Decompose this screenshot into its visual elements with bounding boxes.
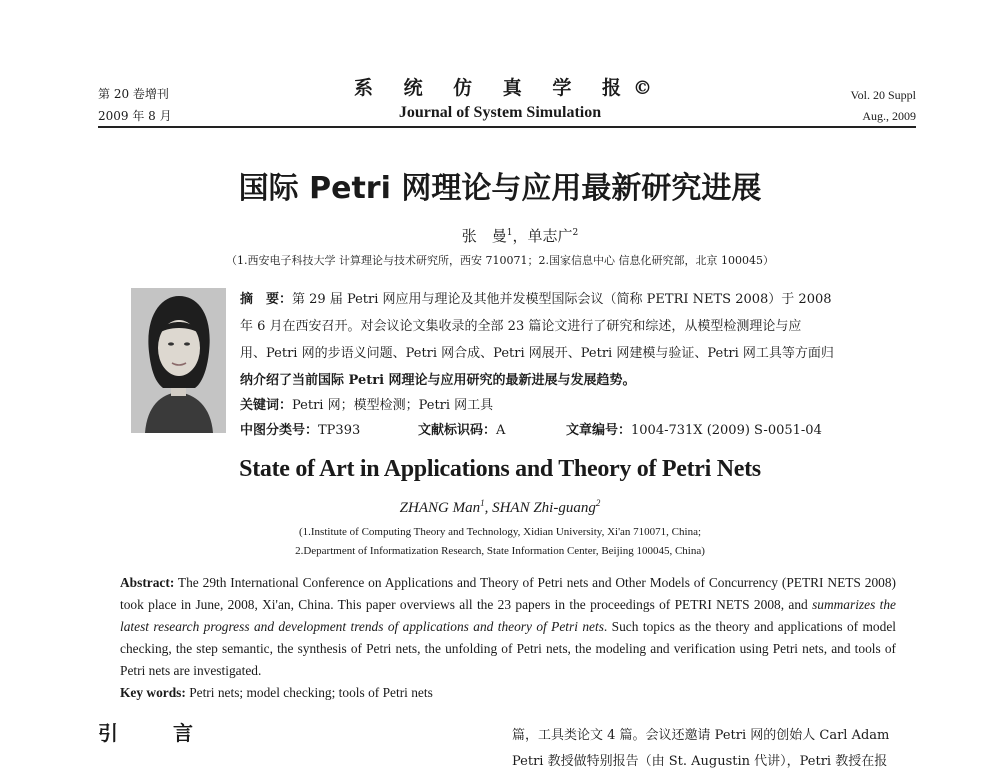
keywords-en-value: Petri nets; model checking; tools of Petri nets xyxy=(185,685,433,700)
author-photo-portrait xyxy=(131,288,226,433)
body-col2-line-2: Petri 教授做特别报告（由 St. Augustin 代讲），Petri 教授在报 xyxy=(512,754,888,769)
authors-en xyxy=(0,500,1000,517)
abstract-en-part-2: . Such topics as the theory and applications of model checking, the step semantic, the synthesis of Petri nets, the unfolding of Petri nets, the modeling and verification using Petri nets, and tools of Petri nets are investigated. xyxy=(120,619,896,678)
classification-row xyxy=(240,419,360,438)
author-en-1-sup: 1 xyxy=(480,498,485,508)
author-en-2: SHAN Zhi-guang xyxy=(492,500,596,516)
author-en-2-sup: 2 xyxy=(595,498,601,508)
abstract-en xyxy=(120,572,896,704)
author-cn-1: 张 曼 xyxy=(461,227,507,245)
abstract-en-label: Abstract: xyxy=(120,575,175,590)
issue-date: 2009 年 8 月 xyxy=(98,109,172,123)
affiliation-en-line-2: 2.Department of Informatization Research, State Information Center, Beijing 100045, China) xyxy=(295,545,705,557)
abstract-en-part-1: The 29th International Conference on Applications and Theory of Petri nets and Other Models of Concurrency (PETRI NETS 2008) took place in June, 2008, Xi'an, China. This paper overviews all the 23 papers in the proceedings of PETRI NETS 2008, and xyxy=(120,575,896,612)
affiliation-en-line-1: (1.Institute of Computing Theory and Technology, Xidian University, Xi'an 710071, China; xyxy=(298,526,702,538)
journal-title-cn: 系 统 仿 真 学 报© xyxy=(353,77,665,99)
author-cn-2: 单志广 xyxy=(527,227,573,245)
volume-date: Aug., 2009 xyxy=(862,109,916,123)
clc-value: TP393 xyxy=(318,423,361,438)
article-number-value: 1004-731X (2009) S-0051-04 xyxy=(631,423,822,438)
author-cn-sep: ， xyxy=(512,227,528,245)
volume-label: Vol. 20 Suppl xyxy=(850,88,916,102)
journal-title-en: Journal of System Simulation xyxy=(398,104,602,121)
author-en-1: ZHANG Man xyxy=(399,500,481,516)
abstract-cn-text-1: 第 29 届 Petri 网应用与理论及其他并发模型国际会议（简称 PETRI NETS 2008）于 2008 xyxy=(292,292,832,307)
author-cn-1-sup: 1 xyxy=(506,228,513,238)
author-en-sep: , xyxy=(484,500,493,516)
issue-label: 第 20 卷增刊 xyxy=(98,87,169,101)
keywords-en-label: Key words: xyxy=(120,685,186,700)
abstract-cn-line-2: 年 6 月在西安召开。对会议论文集收录的全部 23 篇论文进行了研究和综述，从模型检测理论与应 xyxy=(240,319,802,334)
keywords-cn-value: Petri 网；模型检测；Petri 网工具 xyxy=(292,398,494,413)
abstract-cn-line-1 xyxy=(240,288,832,307)
abstract-cn-line-3: 用、Petri 网的步语义问题、Petri 网合成、Petri 网展开、Petri 网建模与验证、Petri 网工具等方面归 xyxy=(240,346,834,361)
section-heading: 引 言 xyxy=(98,721,217,745)
doc-code-label: 文献标识码： xyxy=(418,423,497,438)
author-photo xyxy=(131,288,226,433)
clc-label: 中图分类号： xyxy=(240,423,319,438)
article-number-label: 文章编号： xyxy=(566,423,632,438)
paper-title-cn: 国际 Petri 网理论与应用最新研究进展 xyxy=(238,171,762,206)
article-number xyxy=(566,419,822,438)
doc-code-value: A xyxy=(496,423,506,438)
paper-title-en: State of Art in Applications and Theory of Petri Nets xyxy=(239,456,761,482)
header-rule xyxy=(98,126,916,128)
abstract-cn-line-4: 纳介绍了当前国际 Petri 网理论与应用研究的最新进展与发展趋势。 xyxy=(240,373,636,388)
author-cn-2-sup: 2 xyxy=(572,228,579,238)
doc-code xyxy=(418,419,505,438)
authors-cn xyxy=(0,225,1000,246)
abstract-cn-label: 摘 要： xyxy=(240,292,293,307)
affiliation-cn: （1.西安电子科技大学 计算理论与技术研究所，西安 710071；2.国家信息中心 信息化研究部，北京 100045） xyxy=(226,254,774,267)
keywords-cn-label: 关键词： xyxy=(240,398,293,413)
abstract-en-italic: summarizes the latest research progress and development trends of applications and theory of Petri nets xyxy=(120,597,896,634)
body-col2-line-1: 篇，工具类论文 4 篇。会议还邀请 Petri 网的创始人 Carl Adam xyxy=(512,728,890,743)
keywords-cn xyxy=(240,394,493,413)
